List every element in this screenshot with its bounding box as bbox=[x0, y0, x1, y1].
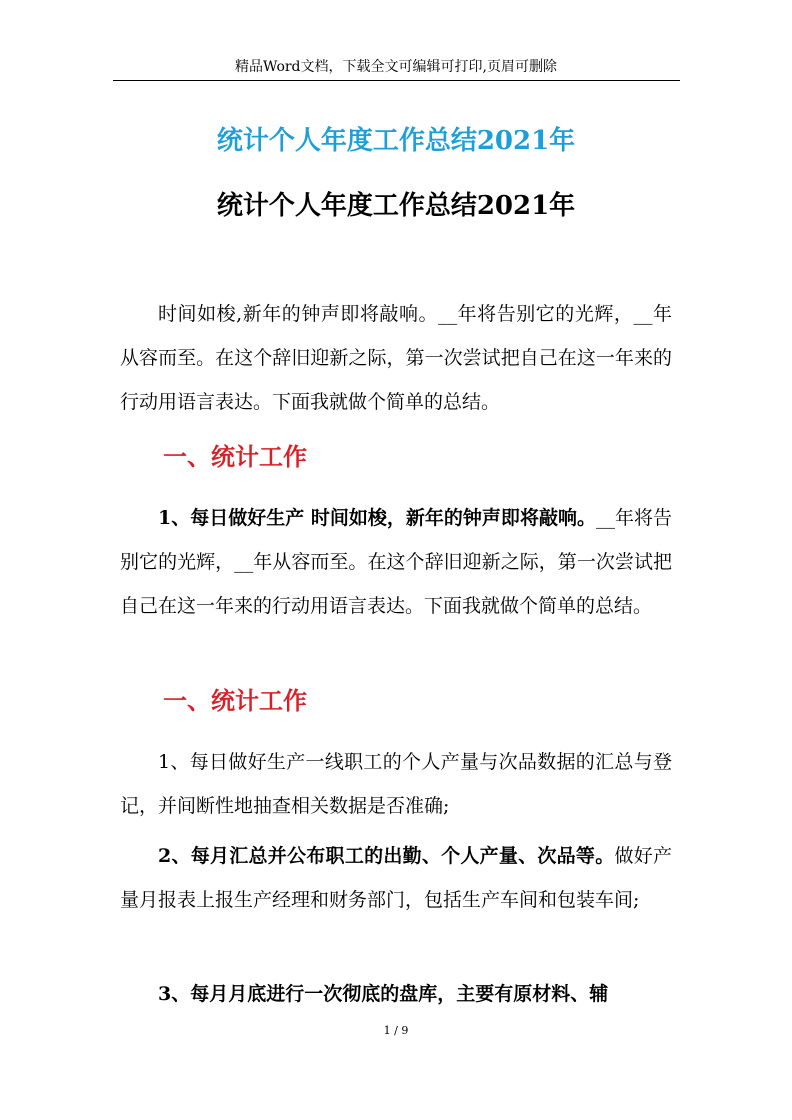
item-3-bold-text: 2、每月汇总并公布职工的出勤、个人产量、次品等。 bbox=[158, 845, 615, 867]
document-title: 统计个人年度工作总结2021年 bbox=[216, 191, 576, 221]
item-1-paragraph bbox=[120, 496, 672, 628]
item-3-text: 做好产量月报表上报生产经理和财务部门，包括生产车间和包装车间; bbox=[120, 845, 672, 911]
document-title-blue: 统计个人年度工作总结2021年 bbox=[216, 126, 576, 156]
item-1-text: __年将告别它的光辉，__年从容而至。在这个辞旧迎新之际，第一次尝试把自己在这一年来的行动用语言表达。下面我就做个简单的总结。 bbox=[120, 507, 672, 617]
section-heading-2: 一、统计工作 bbox=[163, 686, 307, 715]
section-heading-1: 一、统计工作 bbox=[163, 442, 307, 471]
item-4-paragraph: 3、每月月底进行一次彻底的盘库，主要有原材料、辅 bbox=[158, 983, 609, 1005]
item-3-paragraph bbox=[120, 834, 672, 922]
item-1-bold-text: 1、每日做好生产 时间如梭，新年的钟声即将敲响。 bbox=[158, 507, 596, 529]
item-2-paragraph: 1、每日做好生产一线职工的个人产量与次品数据的汇总与登记，并间断性地抽查相关数据是否准确; bbox=[120, 751, 672, 817]
intro-paragraph: 时间如梭,新年的钟声即将敲响。__年将告别它的光辉，__年从容而至。在这个辞旧迎新之际，第一次尝试把自己在这一年来的行动用语言表达。下面我就做个简单的总结。 bbox=[120, 303, 672, 413]
header-divider bbox=[113, 80, 680, 81]
page-header-text: 精品Word文档，下载全文可编辑可打印,页眉可删除 bbox=[235, 59, 557, 75]
page-number: 1 / 9 bbox=[383, 1024, 409, 1037]
